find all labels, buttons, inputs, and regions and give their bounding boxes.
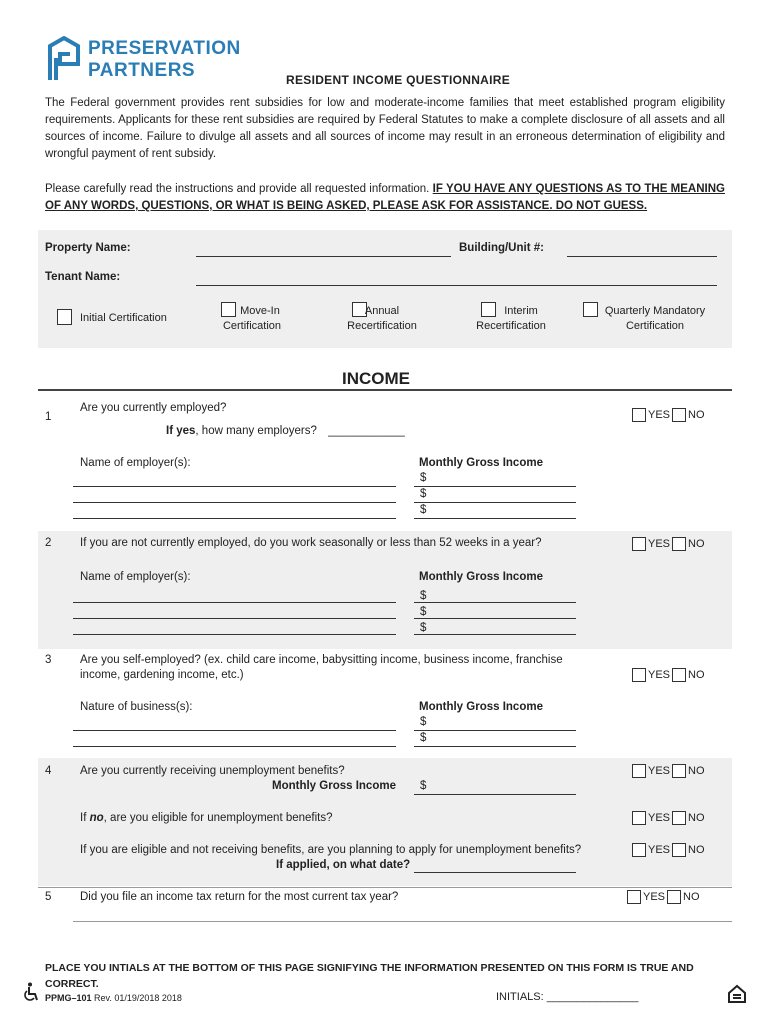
q1-if-yes-text: , how many employers?: [195, 425, 317, 437]
initial-cert-checkbox[interactable]: [57, 309, 72, 325]
q1-employer-field-1[interactable]: [73, 486, 396, 487]
q3-business-field-1[interactable]: [73, 730, 396, 731]
q1-yes-checkbox[interactable]: [632, 408, 646, 422]
q1-income-field-3[interactable]: [414, 518, 576, 519]
q2-yes-no: [632, 537, 705, 551]
q2-employer-field-1[interactable]: [73, 602, 396, 603]
q3-income-field-2[interactable]: [414, 746, 576, 747]
q2-number: 2: [45, 537, 52, 549]
no-label: NO: [688, 538, 705, 550]
instructions-paragraph: [45, 181, 725, 215]
q2-dollar-3: $: [420, 622, 427, 634]
q3-dollar-2: $: [420, 732, 427, 744]
logo-mark-icon: [46, 36, 82, 82]
q1-if-yes-bold: If yes: [166, 425, 196, 437]
move-in-line1: Move-In: [240, 305, 280, 317]
income-section-title: INCOME: [342, 369, 410, 388]
q4-eligible-text: If you are eligible and not receiving benefits, are you planning to apply for unemployment benefits?: [80, 844, 582, 856]
q1-no-checkbox[interactable]: [672, 408, 686, 422]
q2-employers-label: Name of employer(s):: [80, 571, 191, 583]
interim-line2: Recertification: [476, 320, 546, 332]
yes-label: YES: [643, 891, 666, 903]
q3-number: 3: [45, 654, 52, 666]
tenant-label: Tenant Name:: [45, 271, 121, 283]
interim-line1: Interim: [504, 305, 538, 317]
yes-label: YES: [648, 538, 671, 550]
q1-text: Are you currently employed?: [80, 402, 227, 414]
q4-if-no-pre: If: [80, 812, 90, 824]
q4-applied-date-field[interactable]: [414, 872, 576, 873]
instructions-text: Please carefully read the instructions and provide all requested information.: [45, 183, 433, 195]
q3-dollar-1: $: [420, 716, 427, 728]
section-divider: [38, 389, 732, 391]
annual-line1: Annual: [364, 305, 400, 317]
q4-if-no: [80, 812, 333, 824]
q4-income-label: Monthly Gross Income: [272, 780, 396, 792]
property-name-field[interactable]: [196, 256, 451, 257]
q3-text-line2: income, gardening income, etc.): [80, 669, 244, 681]
quarterly-line2: Certification: [625, 320, 685, 332]
yes-label: YES: [648, 669, 671, 681]
q3-income-field-1[interactable]: [414, 730, 576, 731]
q2-no-checkbox[interactable]: [672, 537, 686, 551]
accessibility-icon: [23, 982, 41, 1005]
equal-housing-icon: [727, 984, 747, 1007]
q5-text: Did you file an income tax return for the most current tax year?: [80, 891, 399, 903]
yes-label: YES: [648, 812, 671, 824]
property-label: Property Name:: [45, 242, 131, 254]
logo-line2: PARTNERS: [88, 60, 196, 81]
q2-employer-field-2[interactable]: [73, 618, 396, 619]
form-code-id: PPMG–101: [45, 993, 92, 1003]
q1-employers-label: Name of employer(s):: [80, 457, 191, 469]
no-label: NO: [688, 844, 705, 856]
move-in-label: [222, 304, 282, 334]
q5-yes-checkbox[interactable]: [627, 890, 641, 904]
building-unit-field[interactable]: [567, 256, 717, 257]
instructions-warning: IF YOU HAVE ANY QUESTIONS AS TO THE MEANING OF ANY WORDS, QUESTIONS, OR WHAT IS BEING ASKED, PLEASE ASK FOR ASSISTANCE. DO NOT GUESS.: [45, 183, 725, 212]
q2-income-field-1[interactable]: [414, 602, 576, 603]
q2-yes-checkbox[interactable]: [632, 537, 646, 551]
q1-dollar-3: $: [420, 504, 427, 516]
q1-dollar-2: $: [420, 488, 427, 500]
q2-text: If you are not currently employed, do you work seasonally or less than 52 weeks in a year?: [80, 537, 542, 549]
q4-number: 4: [45, 765, 52, 777]
annual-line2: Recertification: [347, 320, 417, 332]
no-label: NO: [683, 891, 700, 903]
q5-no-checkbox[interactable]: [667, 890, 681, 904]
yes-label: YES: [648, 409, 671, 421]
q1-number: 1: [45, 411, 52, 423]
q5-divider: [73, 921, 732, 922]
q1-yes-no: [632, 408, 705, 422]
form-revision: Rev. 01/19/2018 2018: [91, 993, 182, 1003]
q2-dollar-2: $: [420, 606, 427, 618]
q2-income-field-3[interactable]: [414, 634, 576, 635]
q1-dollar-1: $: [420, 472, 427, 484]
q2-income-label: Monthly Gross Income: [419, 571, 543, 583]
quarterly-line1: Quarterly Mandatory: [604, 305, 706, 317]
no-label: NO: [688, 669, 705, 681]
q5-number: 5: [45, 891, 52, 903]
intro-paragraph: The Federal government provides rent subsidies for low and moderate-income families that meet established program eligibility requirements. Applicants for these rent subsidies are required by Federal Statutes to make a complete disclosure of all assets and all sources of income. Failure to divulge all assets and all sources of income may result in an erroneous determination of eligibility and wrongful payment of rent subsidy.: [45, 97, 725, 160]
no-label: NO: [688, 765, 705, 777]
q5-yes-no: [627, 890, 700, 904]
initials-field[interactable]: INITIALS: _______________: [496, 991, 639, 1003]
q2-dollar-1: $: [420, 590, 427, 602]
form-code: [45, 993, 182, 1003]
q3-text-line1: Are you self-employed? (ex. child care income, babysitting income, business income, franchise: [80, 654, 563, 666]
initial-cert-label: Initial Certification: [80, 312, 167, 324]
q4-divider: [38, 887, 732, 888]
no-label: NO: [688, 812, 705, 824]
q3-nature-label: Nature of business(s):: [80, 701, 193, 713]
quarterly-label: [600, 304, 710, 334]
q1-if-yes: [166, 425, 405, 437]
interim-label: [474, 304, 548, 334]
q1-income-field-2[interactable]: [414, 502, 576, 503]
q1-employer-count-field[interactable]: ____________: [328, 425, 405, 437]
q1-income-label: Monthly Gross Income: [419, 457, 543, 469]
q4b-yes-no: [632, 811, 705, 825]
q4b-no-checkbox[interactable]: [672, 811, 686, 825]
q4-if-no-text: , are you eligible for unemployment benefits?: [103, 812, 333, 824]
q2-employer-field-3[interactable]: [73, 634, 396, 635]
footer-notice: PLACE YOU INTIALS AT THE BOTTOM OF THIS PAGE SIGNIFYING THE INFORMATION PRESENTED ON THIS FORM IS TRUE AND CORRECT.: [45, 962, 694, 990]
q4-applied-label: If applied, on what date?: [276, 859, 411, 871]
q4c-no-checkbox[interactable]: [672, 843, 686, 857]
q4-text: Are you currently receiving unemployment benefits?: [80, 765, 345, 777]
yes-label: YES: [648, 844, 671, 856]
q4-no-checkbox[interactable]: [672, 764, 686, 778]
q4-if-no-bold: no: [89, 812, 104, 824]
q3-yes-checkbox[interactable]: [632, 668, 646, 682]
page-title: RESIDENT INCOME QUESTIONNAIRE: [286, 73, 511, 87]
q4-income-field[interactable]: [414, 794, 576, 795]
q3-yes-no: [632, 668, 705, 682]
q1-employer-field-2[interactable]: [73, 502, 396, 503]
quarterly-checkbox[interactable]: [583, 302, 598, 317]
q4-dollar: $: [420, 780, 427, 792]
q4-yes-no: [632, 764, 705, 778]
move-in-line2: Certification: [222, 320, 282, 332]
q4c-yes-no: [632, 843, 705, 857]
q1-income-field-1[interactable]: [414, 486, 576, 487]
q4b-yes-checkbox[interactable]: [632, 811, 646, 825]
q4-yes-checkbox[interactable]: [632, 764, 646, 778]
logo-line1: PRESERVATION: [88, 38, 241, 59]
q3-business-field-2[interactable]: [73, 746, 396, 747]
tenant-name-field[interactable]: [196, 285, 717, 286]
annual-label: [345, 304, 419, 334]
q3-income-label: Monthly Gross Income: [419, 701, 543, 713]
q4c-yes-checkbox[interactable]: [632, 843, 646, 857]
q3-no-checkbox[interactable]: [672, 668, 686, 682]
q2-income-field-2[interactable]: [414, 618, 576, 619]
logo: [46, 36, 241, 86]
yes-label: YES: [648, 765, 671, 777]
no-label: NO: [688, 409, 705, 421]
building-label: Building/Unit #:: [459, 242, 544, 254]
q1-employer-field-3[interactable]: [73, 518, 396, 519]
